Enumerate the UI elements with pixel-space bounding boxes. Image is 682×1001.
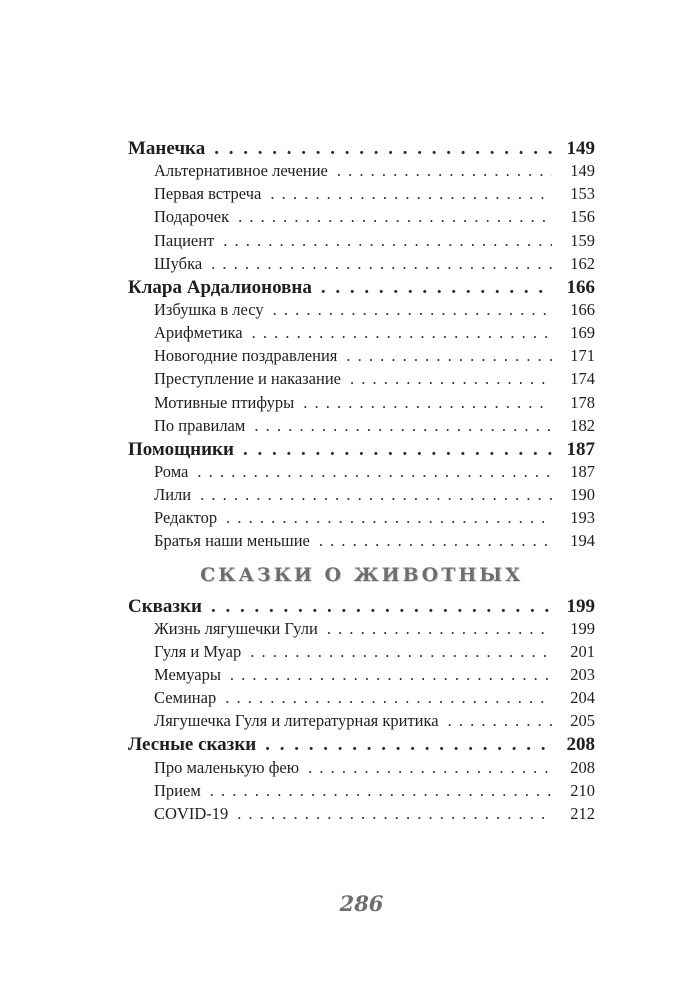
toc-entry-title: Лягушечка Гуля и литературная критика [154, 711, 439, 731]
dot-leader [225, 688, 552, 708]
toc-entry [128, 804, 595, 827]
dot-leader [337, 161, 552, 181]
dot-leader [327, 619, 552, 639]
toc-entry-page: 208 [570, 757, 595, 777]
dot-leader [270, 184, 552, 204]
toc-entry-title: Прием [154, 780, 201, 800]
toc-entry-title: Рома [154, 461, 189, 481]
toc-entry [128, 688, 595, 711]
dot-leader [211, 596, 552, 618]
toc-entry [128, 184, 595, 207]
toc-entry [128, 161, 595, 184]
dot-leader [252, 323, 552, 343]
dot-leader [226, 508, 552, 528]
toc-entry-title: Клара Ардалионовна [128, 276, 312, 298]
toc-entry-page: 149 [570, 161, 595, 181]
toc-entry-title: Сквазки [128, 595, 202, 617]
toc-entry-title: Новогодние поздравления [154, 346, 338, 366]
dot-leader [308, 758, 552, 778]
toc-entry-title: Шубка [154, 253, 203, 273]
toc-entry-page: 208 [566, 734, 595, 756]
toc-entry-page: 203 [570, 664, 595, 684]
toc-entry [128, 393, 595, 416]
toc-entry [128, 596, 595, 619]
section-heading: СКАЗКИ О ЖИВОТНЫХ [200, 563, 523, 586]
toc-entry-title: По правилам [154, 415, 246, 435]
toc-entry-title: Манечка [128, 138, 206, 159]
toc-entry-page: 204 [570, 688, 595, 708]
dot-leader [230, 665, 552, 685]
toc-entry-title: Редактор [154, 508, 218, 528]
toc-entry [128, 485, 595, 508]
toc-entry-page: 166 [566, 276, 595, 298]
toc-entry [128, 277, 595, 300]
toc-entry-title: COVID-19 [154, 803, 229, 823]
toc-entry-title: Мотивные птифуры [154, 392, 295, 412]
toc-entry-page: 205 [570, 711, 595, 731]
toc-entry [128, 300, 595, 323]
toc-entry [128, 439, 595, 462]
toc-entry-page: 149 [566, 138, 595, 159]
toc-entry-page: 187 [566, 438, 595, 460]
toc-entry [128, 462, 595, 485]
dot-leader [250, 642, 552, 662]
toc-entry [128, 642, 595, 665]
toc-entry [128, 508, 595, 531]
dot-leader [197, 462, 552, 482]
toc-entry-page: 166 [570, 299, 595, 319]
toc-entry [128, 138, 595, 161]
toc-entry-page: 159 [570, 230, 595, 250]
toc-entry-title: Арифметика [154, 323, 243, 343]
toc-entry-page: 190 [570, 485, 595, 505]
toc-entry-title: Семинар [154, 688, 217, 708]
toc-entry-page: 193 [570, 508, 595, 528]
toc-entry-page: 212 [570, 803, 595, 823]
toc-entry-title: Лили [154, 485, 192, 505]
toc-entry-title: Жизнь лягушечки Гули [154, 618, 318, 638]
toc-entry [128, 416, 595, 439]
toc-entry-page: 169 [570, 323, 595, 343]
dot-leader [350, 369, 552, 389]
dot-leader [273, 300, 552, 320]
toc-entry-title: Преступление и наказание [154, 369, 341, 389]
dot-leader [303, 393, 552, 413]
toc-entry-title: Избушка в лесу [154, 299, 264, 319]
toc-entry-title: Мемуары [154, 664, 221, 684]
dot-leader [319, 531, 552, 551]
toc-entry-page: 194 [570, 531, 595, 551]
toc-entry-title: Альтернативное лечение [154, 161, 328, 181]
toc-entry-page: 210 [570, 780, 595, 800]
toc-entry [128, 619, 595, 642]
dot-leader [214, 138, 552, 160]
toc-entry [128, 734, 595, 757]
toc-entry-page: 178 [570, 392, 595, 412]
toc-entry-title: Первая встреча [154, 184, 262, 204]
toc-entry [128, 665, 595, 688]
toc-entry-page: 162 [570, 253, 595, 273]
toc-entry [128, 231, 595, 254]
toc-entry [128, 346, 595, 369]
toc-entry-page: 182 [570, 415, 595, 435]
toc-entry [128, 531, 595, 554]
table-of-contents [128, 138, 595, 827]
dot-leader [237, 804, 552, 824]
toc-entry [128, 254, 595, 277]
toc-entry-title: Гуля и Муар [154, 641, 242, 661]
toc-entry-page: 187 [570, 461, 595, 481]
dot-leader [223, 231, 552, 251]
page-number: 286 [339, 891, 384, 916]
toc-entry-page: 171 [570, 346, 595, 366]
toc-entry-title: Про маленькую фею [154, 757, 300, 777]
dot-leader [211, 254, 552, 274]
toc-entry-page: 199 [566, 595, 595, 617]
toc-entry-page: 153 [570, 184, 595, 204]
dot-leader [210, 781, 552, 801]
dot-leader [265, 734, 552, 756]
toc-entry-title: Лесные сказки [128, 734, 257, 756]
toc-entry-title: Подарочек [154, 207, 230, 227]
dot-leader [243, 439, 552, 461]
toc-entry [128, 758, 595, 781]
dot-leader [254, 416, 552, 436]
dot-leader [321, 277, 552, 299]
toc-entry [128, 711, 595, 734]
toc-entry [128, 323, 595, 346]
dot-leader [448, 711, 552, 731]
toc-entry-title: Помощники [128, 438, 234, 460]
toc-entry-title: Братья наши меньшие [154, 531, 310, 551]
dot-leader [346, 346, 552, 366]
dot-leader [200, 485, 552, 505]
toc-entry-title: Пациент [154, 230, 215, 250]
toc-entry [128, 369, 595, 392]
toc-entry-page: 156 [570, 207, 595, 227]
toc-entry [128, 781, 595, 804]
toc-entry-page: 201 [570, 641, 595, 661]
dot-leader [238, 207, 552, 227]
toc-entry-page: 174 [570, 369, 595, 389]
toc-entry-page: 199 [570, 618, 595, 638]
toc-entry [128, 207, 595, 230]
